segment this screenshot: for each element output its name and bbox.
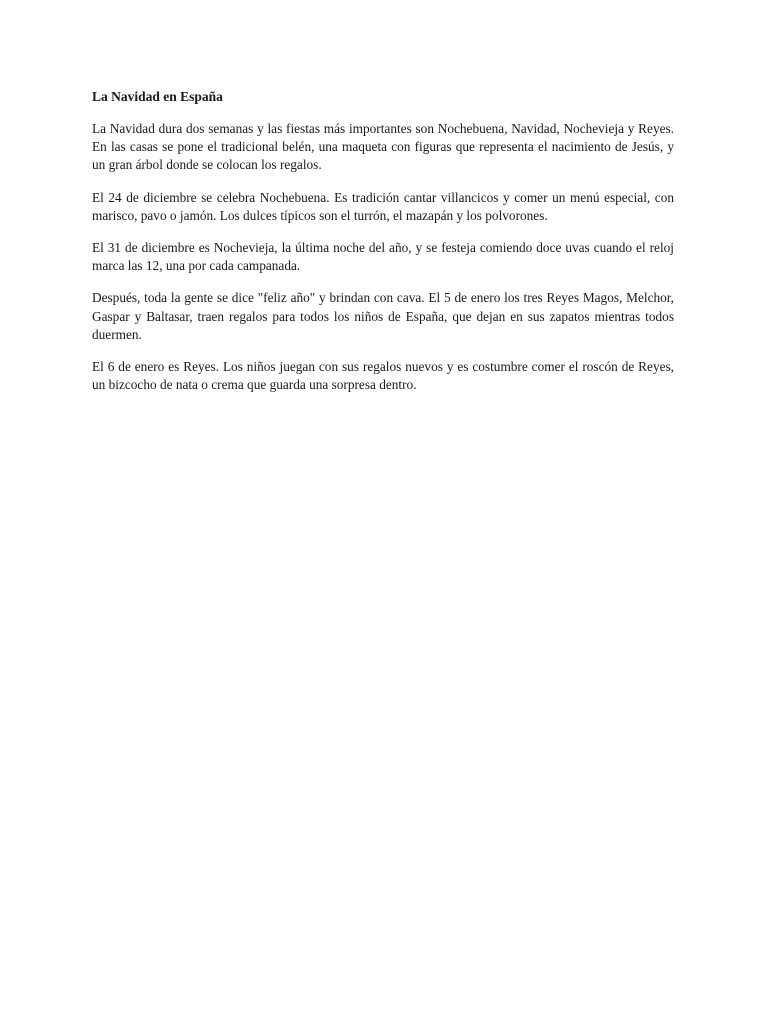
paragraph-5: El 6 de enero es Reyes. Los niños juegan con sus regalos nuevos y es costumbre comer el roscón de Reyes, un bizcocho de nata o crema que guarda una sorpresa dentro. xyxy=(92,359,674,393)
paragraph-3: El 31 de diciembre es Nochevieja, la última noche del año, y se festeja comiendo doce uvas cuando el reloj marca las 12, una por cada campanada. xyxy=(92,240,674,274)
paragraph-1: La Navidad dura dos semanas y las fiestas más importantes son Nochebuena, Navidad, Nochevieja y Reyes. En las casas se pone el tradicional belén, una maqueta con figuras que representa el nacimiento de Jesús, y un gran árbol donde se colocan los regalos. xyxy=(92,121,674,173)
document-page xyxy=(92,88,674,408)
document-title: La Navidad en España xyxy=(92,89,223,104)
paragraph-4: Después, toda la gente se dice "feliz año" y brindan con cava. El 5 de enero los tres Reyes Magos, Melchor, Gaspar y Baltasar, traen regalos para todos los niños de España, que dejan en sus zapatos mientras todos duermen. xyxy=(92,290,674,342)
paragraph-2: El 24 de diciembre se celebra Nochebuena. Es tradición cantar villancicos y comer un menú especial, con marisco, pavo o jamón. Los dulces típicos son el turrón, el mazapán y los polvorones. xyxy=(92,189,674,223)
